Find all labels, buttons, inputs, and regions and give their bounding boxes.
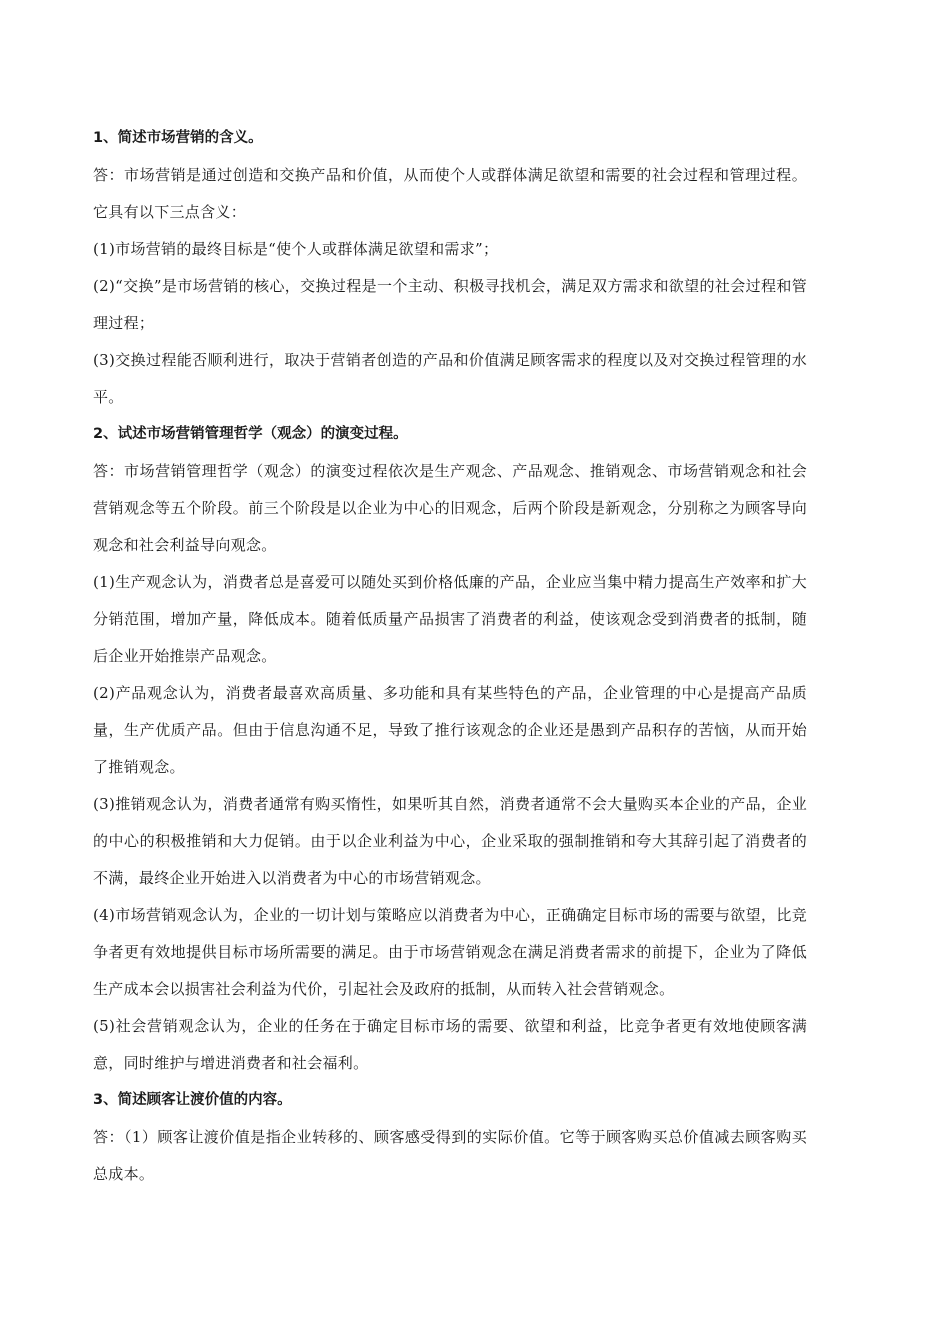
section-heading: 1、简述市场营销的含义。 [93,130,263,146]
paragraph: 答：（1）顾客让渡价值是指企业转移的、顾客感受得到的实际价值。它等于顾客购买总价值减去顾客购买总成本。 [93,1128,807,1183]
paragraph: 答：市场营销管理哲学（观念）的演变过程依次是生产观念、产品观念、推销观念、市场营销观念和社会营销观念等五个阶段。前三个阶段是以企业为中心的旧观念，后两个阶段是新观念，分别称之为顾客导向观念和社会利益导向观念。 [93,462,807,554]
paragraph: (2)产品观念认为，消费者最喜欢高质量、多功能和具有某些特色的产品，企业管理的中心是提高产品质量，生产优质产品。但由于信息沟通不足，导致了推行该观念的企业还是愚到产品积存的苦恼，从而开始了推销观念。 [93,684,807,776]
paragraph: (1)市场营销的最终目标是“使个人或群体满足欲望和需求”； [93,240,499,258]
section-3 [93,1082,807,1193]
section-1 [93,120,807,416]
paragraph: (1)生产观念认为，消费者总是喜爱可以随处买到价格低廉的产品，企业应当集中精力提高生产效率和扩大分销范围，增加产量，降低成本。随着低质量产品损害了消费者的利益，使该观念受到消费者的抵制，随后企业开始推崇产品观念。 [93,573,807,665]
paragraph: (5)社会营销观念认为，企业的任务在于确定目标市场的需要、欲望和利益，比竞争者更有效地使顾客满意，同时维护与增进消费者和社会福利。 [93,1017,807,1072]
paragraph: (3)交换过程能否顺利进行，取决于营销者创造的产品和价值满足顾客需求的程度以及对交换过程管理的水平。 [93,351,807,406]
paragraph: (3)推销观念认为，消费者通常有购买惰性，如果听其自然，消费者通常不会大量购买本企业的产品，企业的中心的积极推销和大力促销。由于以企业利益为中心，企业采取的强制推销和夸大其辞引起了消费者的不满，最终企业开始进入以消费者为中心的市场营销观念。 [93,795,807,887]
section-heading: 2、试述市场营销管理哲学（观念）的演变过程。 [93,426,408,442]
paragraph: (4)市场营销观念认为，企业的一切计划与策略应以消费者为中心，正确确定目标市场的需要与欲望，比竞争者更有效地提供目标市场所需要的满足。由于市场营销观念在满足消费者需求的前提下，企业为了降低生产成本会以损害社会利益为代价，引起社会及政府的抵制，从而转入社会营销观念。 [93,906,807,998]
document-page [93,120,807,1193]
paragraph: (2)“交换”是市场营销的核心，交换过程是一个主动、积极寻找机会，满足双方需求和欲望的社会过程和管理过程； [93,277,807,332]
section-heading: 3、简述顾客让渡价值的内容。 [93,1092,292,1108]
paragraph: 答：市场营销是通过创造和交换产品和价值，从而使个人或群体满足欲望和需要的社会过程和管理过程。它具有以下三点含义： [93,166,807,221]
section-2 [93,416,807,1082]
